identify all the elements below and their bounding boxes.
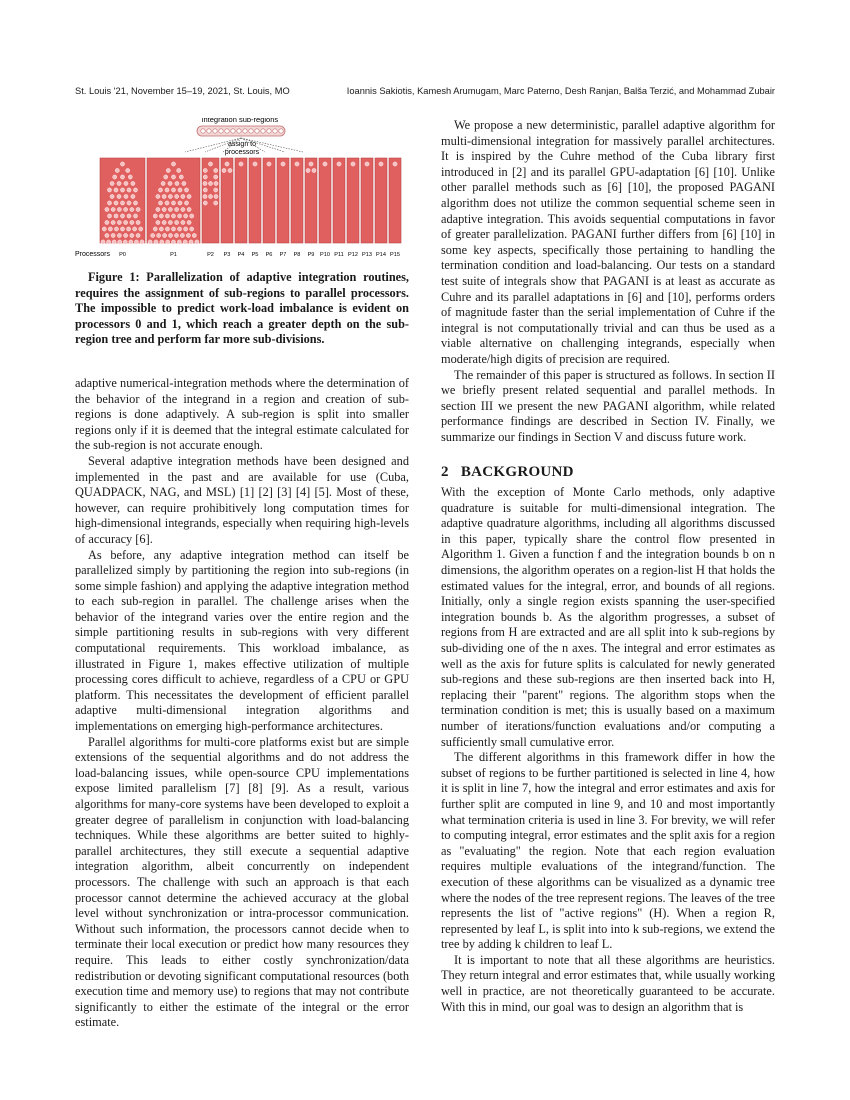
tree-node [253,162,257,166]
tree-node [171,227,175,231]
processor-bar-p10 [319,158,331,243]
right-paragraph-3: With the exception of Monte Carlo methods, only adaptive quadrature is suitable for multi-dimensional integration. The adaptive quadrature algorithms, including all algorithms discussed in this paper, typically share the control flow presented in Algorithm 1. Given a function f and the integration bounds b on n dimensions, the algorithm operates on a region-list H that holds the estimated values for the integral, error, and bounds of all regions. Initially, only a single region exists spanning the user-specified integration bounds b. As the algorithm progresses, a subset of regions from H are extracted and are all split into k sub-regions by sub-dividing one of the n axes. The integral and error estimates as well as the axis for future splits is calculated for newly generated sub-regions and these sub-regions are then inserted back into H, replacing their "parent" regions. The algorithm stops when the termination condition is met; this is usually based on a maximum number of iterations/function evaluations and/or computing a sufficiently small cumulative error. [441,485,775,749]
tree-node [214,168,218,172]
tree-node [115,168,119,172]
tree-node [168,181,172,185]
tree-node [164,175,168,179]
strip-dot [237,129,241,133]
tree-node [106,240,110,244]
tree-node [180,233,184,237]
tree-node [105,220,109,224]
tree-node [182,181,186,185]
right-column [441,118,775,1015]
processor-bar-p13 [361,158,373,243]
tree-node [158,188,162,192]
tree-node [113,175,117,179]
tree-node [151,233,155,237]
tree-node [130,233,134,237]
figure-1-caption: Figure 1: Parallelization of adaptive integration routines, requires the assignment of sub-regions to parallel processors. The impossible to predict work-load imbalance is evident on processors 0 and 1, which reach a greater depth on the sub-region tree and perform far more sub-divisions. [75,270,409,347]
tree-node [111,207,115,211]
processor-labels [119,252,400,258]
tree-node [168,207,172,211]
strip-dot [279,129,283,133]
processor-label: P12 [348,252,358,258]
tree-node [114,214,118,218]
tree-node [108,227,112,231]
tree-node [208,194,212,198]
processor-bar-p14 [375,158,387,243]
tree-node [118,240,122,244]
right-paragraph-5: It is important to note that all these algorithms are heuristics. They return integral and error estimates that, while usually working well in practice, are not theoretically guaranteed to be accurate. With this in mind, our goal was to design an algorithm that is [441,952,775,1014]
tree-node [156,194,160,198]
tree-node [107,214,111,218]
tree-node [181,194,185,198]
processor-bar-p5 [249,158,261,243]
tree-node [171,201,175,205]
processor-bar-p7 [277,158,289,243]
tree-node [203,188,207,192]
tree-node [171,162,175,166]
tree-node [187,220,191,224]
tree-node [175,207,179,211]
tree-node [133,214,137,218]
tree-node [120,175,124,179]
strip-dot [231,129,235,133]
tree-node [148,240,152,244]
tree-node [225,162,229,166]
tree-node [112,240,116,244]
tree-node [127,201,131,205]
tree-node [181,220,185,224]
strip-dot [201,129,205,133]
tree-node [309,162,313,166]
tree-node [214,188,218,192]
tree-node [133,188,137,192]
tree-node [133,201,137,205]
processor-label: P2 [207,252,214,258]
right-paragraph-2: The remainder of this paper is structured as follows. In section II we briefly present related sequential and parallel methods. In section III we present the new PAGANI algorithm, while related performance findings are described in Section IV. Finally, we summarize our findings in Section V and discuss future work. [441,367,775,444]
strip-dot [243,129,247,133]
tree-node [120,188,124,192]
tree-node [114,188,118,192]
tree-node [192,233,196,237]
processor-label: P8 [293,252,301,258]
tree-node [124,207,128,211]
tree-node [110,181,114,185]
assign-label-1: assign to [227,141,257,148]
tree-node [123,240,127,244]
processor-label: P15 [390,252,400,258]
processor-bar-p11 [333,158,345,243]
strip-dot [207,129,211,133]
tree-node [183,240,187,244]
tree-node [105,233,109,237]
processor-label: P11 [334,252,344,258]
tree-node [156,220,160,224]
processor-label: P3 [223,252,231,258]
tree-node [208,181,212,185]
tree-node [140,240,144,244]
tree-node [178,188,182,192]
tree-node [214,181,218,185]
tree-node [393,162,397,166]
tree-node [186,233,190,237]
tree-node [129,240,133,244]
tree-node [239,162,243,166]
tree-node [114,201,118,205]
processor-label: P9 [307,252,315,258]
processor-label: P0 [119,252,126,258]
processor-label: P5 [251,252,259,258]
tree-node [179,175,183,179]
tree-node [126,168,130,172]
tree-node [107,188,111,192]
tree-node [131,181,135,185]
tree-node [177,168,181,172]
tree-node [136,207,140,211]
tree-node [187,207,191,211]
tree-node [184,201,188,205]
tree-node [128,175,132,179]
tree-node [136,233,140,237]
tree-node [177,240,181,244]
tree-node [267,162,271,166]
tree-node [177,214,181,218]
tree-node [130,207,134,211]
tree-node [312,168,316,172]
tree-node [165,201,169,205]
tree-node [222,168,226,172]
processor-bar-p12 [347,158,359,243]
tree-node [159,227,163,231]
tree-node [127,214,131,218]
tree-node [175,181,179,185]
tree-node [162,194,166,198]
tree-node [130,220,134,224]
tree-node [136,220,140,224]
tree-node [134,240,138,244]
processors-axis-label: Processors [75,251,111,258]
tree-node [168,194,172,198]
tree-node [365,162,369,166]
tree-node [160,240,164,244]
tree-node [178,201,182,205]
tree-node [124,181,128,185]
processor-bar-p8 [291,158,303,243]
tree-node [168,220,172,224]
tree-node [184,188,188,192]
tree-node [214,194,218,198]
tree-node [181,207,185,211]
tree-node [337,162,341,166]
strip-dot [249,129,253,133]
tree-node [110,194,114,198]
tree-node [124,233,128,237]
right-paragraph-4: The different algorithms in this framework differ in how the subset of regions to be further partitioned is selected in line 4, how it is split in line 7, how the integral and error estimates and axis for further split are computed in line 9, and 10 and most importantly what termination criteria is used in line 3. For brevity, we will refer to computing integral, error estimates and the split axis for a region as "evaluating" the region. Note that each region evaluation requires multiple evaluations of the integrand/function. The execution of these algorithms can be visualized as a dynamic tree where the nodes of the tree represent regions. The leaves of the tree represents the list of "active regions" (H). When a region R, represented by leaf L, is split into into k sub-regions, we extend the tree by adding k children to leaf L. [441,750,775,952]
assign-label-2: processors [224,149,260,156]
tree-node [306,168,310,172]
section-number: 2 [441,464,449,481]
tree-node [111,220,115,224]
tree-node [208,162,212,166]
figure-top-label: integration sub-regions [201,118,279,124]
tree-node [203,168,207,172]
tree-node [295,162,299,166]
tree-node [161,181,165,185]
tree-node [117,194,121,198]
tree-node [171,175,175,179]
processor-label: P13 [362,252,372,258]
processor-label: P4 [237,252,245,258]
right-paragraph-1: We propose a new deterministic, parallel adaptive algorithm for multi-dimensional integration for massively parallel architectures. It is inspired by the Cuhre method of the Cuba library first introduced in [2] and its parallel GPU-adaptation [6] [10]. Unlike other parallel methods such as [6] [10], the proposed PAGANI algorithm does not utilize the common sequential scheme seen in adaptive integration. This avoids sequential computations in favor of greater parallelization. PAGANI further differs from [6] [10] in some key aspects, specifically those pertaining to handling the termination condition and load-balancing. Our tests on a standard test suite of integrals show that PAGANI is at least as accurate as Cuhre and its parallel adaptations in [6] and [10], performs orders of magnitude faster than the serial implementation of Cuhre if the integral is not computationally trivial and can thus be used as a viable alternative on challenging integrands, especially when moderate/high digits of precision are required. [441,118,775,366]
tree-node [124,220,128,224]
tree-node [165,214,169,218]
tree-node [157,233,161,237]
header-authors: Ioannis Sakiotis, Kamesh Arumugam, Marc Paterno, Desh Ranjan, Balša Terzić, and Mohammad Zubair [346,86,775,96]
tree-node [120,162,124,166]
processor-bar-p6 [263,158,275,243]
header-venue: St. Louis '21, November 15–19, 2021, St. Louis, MO [75,86,290,96]
processor-label: P10 [320,252,330,258]
tree-node [133,227,137,231]
left-paragraph-1: adaptive numerical-integration methods where the determination of the behavior of the integrand in a region and creation of sub-regions is done adaptively. A sub-region is split into smaller regions only if it is deemed that the integral estimate calculated for the sub-region is not accurate enough. [75,375,409,453]
figure-1-diagram [75,118,409,270]
tree-node [162,220,166,224]
processor-bar-p4 [235,158,247,243]
tree-node [281,162,285,166]
tree-node [175,194,179,198]
tree-node [120,201,124,205]
strip-dot [225,129,229,133]
processor-bars [100,158,401,244]
tree-node [117,233,121,237]
tree-node [153,214,157,218]
tree-node [174,233,178,237]
processor-bar-p15 [389,158,401,243]
tree-node [171,214,175,218]
tree-node [175,220,179,224]
processor-label: P6 [265,252,273,258]
tree-node [190,227,194,231]
tree-node [171,188,175,192]
processor-label: P14 [376,252,386,258]
tree-node [323,162,327,166]
tree-node [187,194,191,198]
left-column [75,118,409,1031]
tree-node [139,227,143,231]
tree-node [102,227,106,231]
left-paragraph-2: Several adaptive integration methods have been designed and implemented in the past and are available for use (Cuba, QUADPACK, NAG, and MSL) [1] [2] [3] [4] [5]. Most of these, however, can require prohibitively long computation times for high-dimensional integrands, especially when requiring high-levels of accuracy [6]. [75,453,409,546]
tree-node [184,227,188,231]
tree-node [228,168,232,172]
figure-1 [75,118,409,270]
tree-node [165,227,169,231]
tree-node [127,188,131,192]
section-heading-background [441,465,775,481]
tree-node [126,227,130,231]
tree-node [120,227,124,231]
tree-node [203,194,207,198]
left-paragraph-4: Parallel algorithms for multi-core platforms exist but are simple extensions of the sequential algorithms and do not address the load-balancing issues, while open-source CPU implementations expose limited parallelism [7] [8] [9]. As a result, various algorithms for many-core systems have been developed to exploit a greater degree of parallelism in conjunction with load-balancing techniques. While these algorithms are better suited to highly-parallel architectures, they still execute a sequential adaptive integration algorithm, albeit concurrently on independent processors. The challenge with such an approach is that each processor cannot determine the achieved accuracy at the global level without synchronization or intra-processor communication. Without such information, the processors cannot decide when to terminate their local execution or predict how many resources they require. This leads to either costly synchronization/data redistribution or devoting significant computational resources (both execution time and memory use) to regions that may not contribute significantly to either the estimate of the integral or the error estimate. [75,734,409,1030]
tree-node [105,207,109,211]
tree-node [154,240,158,244]
tree-node [379,162,383,166]
tree-node [351,162,355,166]
strip-dot [255,129,259,133]
tree-node [177,227,181,231]
tree-node [171,240,175,244]
tree-node [189,240,193,244]
tree-node [162,233,166,237]
tree-node [158,201,162,205]
tree-node [159,214,163,218]
tree-node [195,240,199,244]
tree-node [117,181,121,185]
tree-node [165,188,169,192]
strip-dot [213,129,217,133]
tree-node [117,220,121,224]
tree-node [168,233,172,237]
left-paragraph-3: As before, any adaptive integration method can itself be parallelized simply by partitioning the region into sub-regions (in some simple fashion) and applying the adaptive integration method to each sub-region in parallel. The challenge arises when the behavior of the integrand varies over the entire region and the simple partitioning results in sub-regions with very different computational requirements. This workload imbalance, as illustrated in Figure 1, makes effective utilization of multiple processing cores difficult to achieve, regardless of a CPU or GPU platform. This necessitates the development of efficient parallel adaptive multi-dimensional integration algorithms and implementations on emerging high-performance architectures. [75,547,409,734]
tree-node [190,214,194,218]
tree-node [203,201,207,205]
strip-dot [267,129,271,133]
tree-node [162,207,166,211]
strip-dot [273,129,277,133]
tree-node [117,207,121,211]
section-title: BACKGROUND [460,464,574,481]
running-header [75,86,775,100]
tree-node [101,240,105,244]
processor-label: P1 [170,252,177,258]
tree-node [131,194,135,198]
tree-node [166,168,170,172]
tree-node [153,227,157,231]
tree-node [203,181,207,185]
tree-node [214,175,218,179]
strip-dot [261,129,265,133]
tree-node [203,175,207,179]
tree-node [120,214,124,218]
tree-node [166,240,170,244]
tree-node [111,233,115,237]
tree-node [107,201,111,205]
tree-node [184,214,188,218]
tree-node [214,201,218,205]
strip-dot [219,129,223,133]
processor-label: P7 [279,252,287,258]
tree-node [124,194,128,198]
tree-node [156,207,160,211]
tree-node [114,227,118,231]
